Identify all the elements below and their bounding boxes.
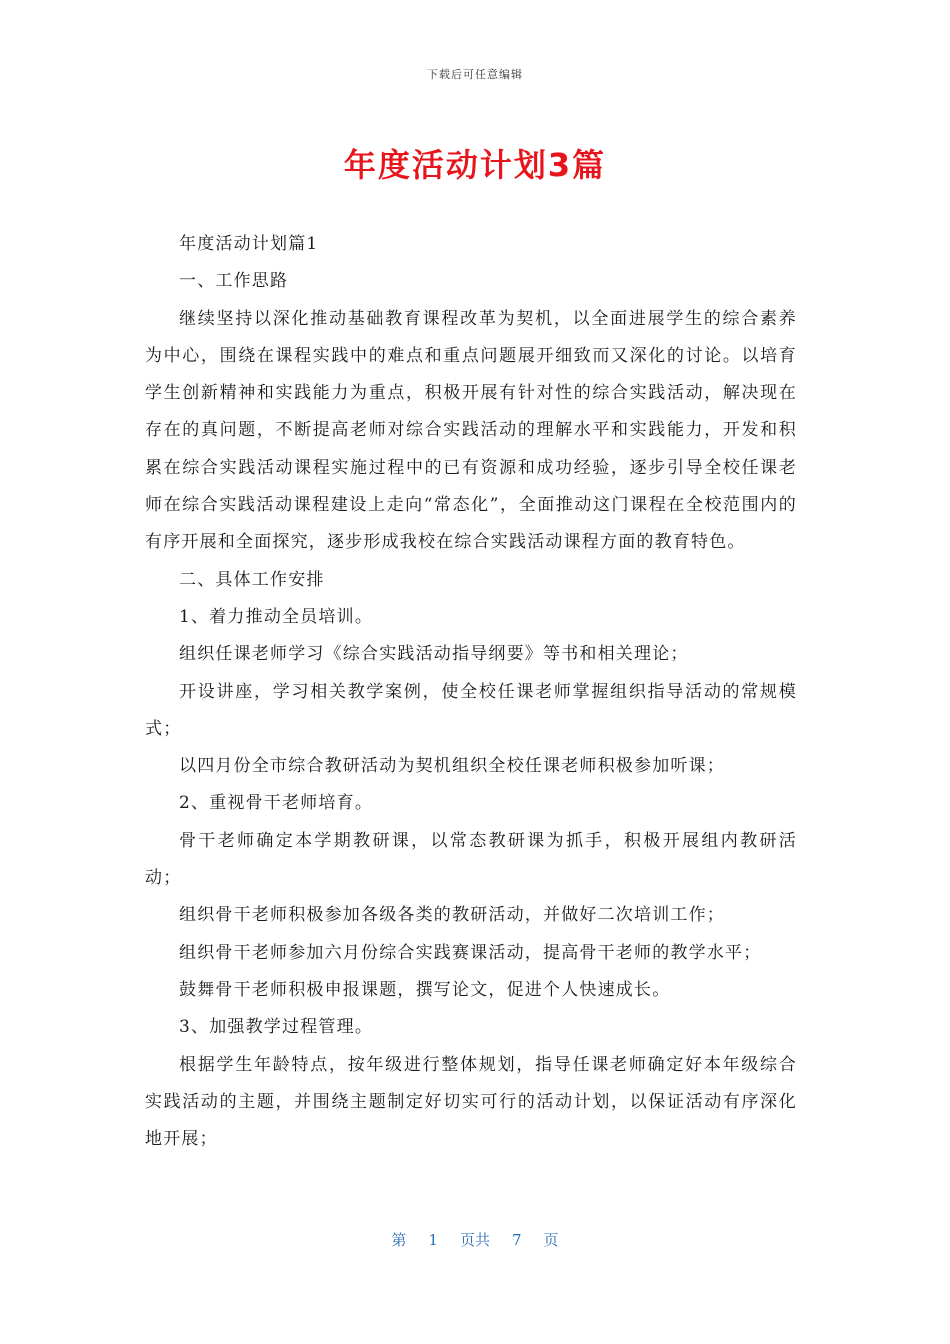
- list-item-heading: 1、着力推动全员培训。: [179, 606, 374, 627]
- body-paragraph: 骨干老师确定本学期教研课，以常态教研课为抓手，积极开展组内教研活动；: [145, 830, 797, 889]
- subheading: 一、工作思路: [179, 271, 289, 292]
- footer-prefix: 第: [391, 1231, 407, 1249]
- list-item-heading: 3、加强教学过程管理。: [179, 1017, 374, 1038]
- page-footer: [0, 1229, 950, 1250]
- body-paragraph: 鼓舞骨干老师积极申报课题，撰写论文，促进个人快速成长。: [179, 979, 671, 1000]
- footer-suffix: 页: [543, 1231, 559, 1249]
- body-paragraph: 组织骨干老师积极参加各级各类的教研活动，并做好二次培训工作；: [179, 905, 725, 926]
- body-paragraph: 继续坚持以深化推动基础教育课程改革为契机，以全面进展学生的综合素养为中心，围绕在课程实践中的难点和重点问题展开细致而又深化的讨论。以培育学生创新精神和实践能力为重点，积极开展有针对性的综合实践活动，解决现在存在的真问题，不断提高老师对综合实践活动的理解水平和实践能力，开发和积累在综合实践活动课程实施过程中的已有资源和成功经验，逐步引导全校任课老师在综合实践活动课程建设上走向“常态化”，全面推动这门课程在全校范围内的有序开展和全面探究，逐步形成我校在综合实践活动课程方面的教育特色。: [145, 308, 797, 553]
- list-item-heading: 2、重视骨干老师培育。: [179, 793, 374, 814]
- page-header-note: 下载后可任意编辑: [427, 68, 523, 81]
- footer-total-pages: 7: [512, 1231, 522, 1249]
- document-body: [145, 226, 797, 1158]
- section-heading: 年度活动计划篇1: [179, 234, 319, 254]
- body-paragraph: 组织骨干老师参加六月份综合实践赛课活动，提高骨干老师的教学水平；: [179, 942, 762, 963]
- footer-current-page: 1: [428, 1231, 438, 1249]
- body-paragraph: 组织任课老师学习《综合实践活动指导纲要》等书和相关理论；: [179, 644, 689, 665]
- subheading: 二、具体工作安排: [179, 569, 325, 590]
- document-title: 年度活动计划3篇: [343, 146, 607, 184]
- body-paragraph: 根据学生年龄特点，按年级进行整体规划，指导任课老师确定好本年级综合实践活动的主题，并围绕主题制定好切实可行的活动计划，以保证活动有序深化地开展；: [145, 1054, 797, 1150]
- footer-middle: 页共: [459, 1231, 490, 1249]
- body-paragraph: 开设讲座，学习相关教学案例，使全校任课老师掌握组织指导活动的常规模式；: [145, 681, 797, 739]
- body-paragraph: 以四月份全市综合教研活动为契机组织全校任课老师积极参加听课；: [179, 756, 725, 777]
